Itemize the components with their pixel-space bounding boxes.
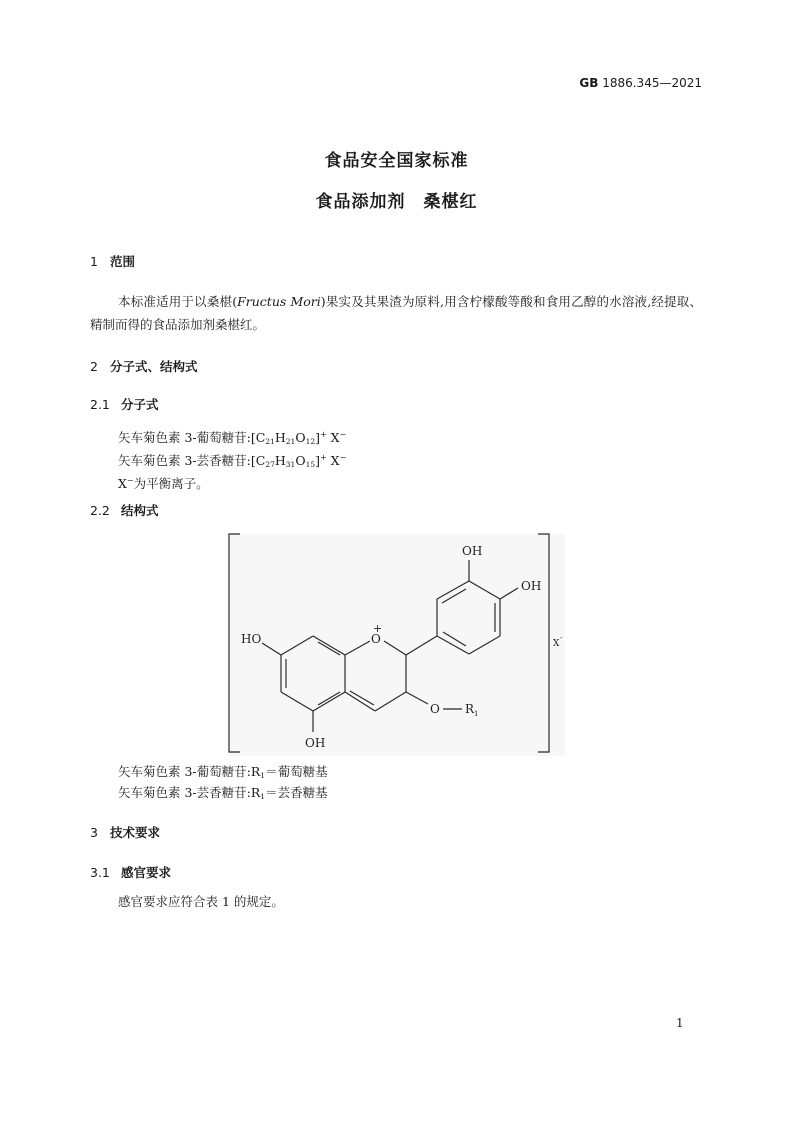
oxygen-count: 15 — [305, 460, 316, 469]
o-label: O — [295, 430, 306, 445]
ion-symbol: X — [118, 476, 127, 491]
ion-charge: − — [339, 430, 347, 439]
section-title: 结构式 — [121, 503, 159, 518]
r1-note-rutinoside — [118, 781, 328, 808]
ho-left-label: HO — [241, 632, 262, 646]
scope-text-end: )果实及其果渣为原料,用含柠檬酸等酸和食用乙醇的水溶液,经提取、精制而得的食品添加剂桑椹红。 — [90, 294, 702, 332]
section-3-heading — [90, 823, 160, 841]
note-suffix: ＝芸香糖基 — [265, 785, 328, 800]
ion: X — [326, 430, 340, 445]
formula-prefix: 矢车菊色素 3-芸香糖苷:[C — [118, 453, 266, 468]
hydrogen-count: 31 — [285, 460, 296, 469]
bracket-close: ] — [315, 453, 320, 468]
oh-top-label: OH — [462, 544, 483, 558]
counter-ion-label: X — [553, 639, 560, 649]
oh-bottom-label: OH — [305, 736, 326, 750]
figure-background — [229, 534, 565, 756]
r-subscript: 1 — [474, 710, 479, 718]
bracket-close: ] — [315, 430, 320, 445]
sensory-requirement-text: 感官要求应符合表 1 的规定。 — [118, 894, 284, 909]
document-title: 食品安全国家标准 — [324, 151, 469, 171]
page-number: 1 — [676, 1016, 684, 1030]
note-prefix: 矢车菊色素 3-葡萄糖苷:R — [118, 764, 261, 779]
counter-ion-charge: - — [560, 634, 563, 642]
h-label: H — [274, 430, 286, 445]
hydrogen-count: 21 — [285, 437, 296, 446]
section-number: 2 — [90, 359, 98, 374]
standard-code: 1886.345—2021 — [602, 76, 702, 90]
note-prefix: 矢车菊色素 3-芸香糖苷:R — [118, 785, 261, 800]
note-subscript: 1 — [260, 792, 266, 801]
note-suffix: ＝葡萄糖基 — [265, 764, 328, 779]
section-number: 1 — [90, 254, 98, 269]
section-number: 3 — [90, 825, 98, 840]
r-group-label: R — [465, 702, 475, 716]
latin-name: Fructus Mori — [237, 294, 321, 309]
section-title: 分子式、结构式 — [110, 359, 198, 374]
document-subtitle: 食品添加剂 桑椹红 — [315, 192, 478, 212]
standard-prefix: GB — [579, 76, 599, 90]
ion: X — [326, 453, 340, 468]
o-label: O — [295, 453, 306, 468]
charge: + — [320, 430, 327, 439]
counter-ion-text: 为平衡离子。 — [133, 476, 209, 491]
section-title: 分子式 — [121, 397, 159, 412]
oh-right-label: OH — [521, 579, 542, 593]
scope-text-start: 本标准适用于以桑椹( — [118, 294, 238, 309]
section-title: 范围 — [110, 254, 136, 269]
formula-prefix: 矢车菊色素 3-葡萄糖苷:[C — [118, 430, 266, 445]
ether-oxygen-label: O — [430, 702, 440, 716]
plus-charge-label: + — [373, 622, 383, 635]
ring-oxygen-label: O — [371, 632, 381, 646]
section-number: 3.1 — [90, 865, 110, 880]
oxygen-count: 12 — [305, 437, 316, 446]
section-title: 技术要求 — [110, 825, 161, 840]
note-subscript: 1 — [260, 771, 266, 780]
carbon-count: 27 — [265, 460, 275, 469]
section-number: 2.2 — [90, 503, 110, 518]
charge: + — [320, 453, 327, 462]
section-3-1-heading — [90, 863, 171, 881]
h-label: H — [274, 453, 286, 468]
carbon-count: 21 — [265, 437, 275, 446]
ion-charge: − — [339, 453, 347, 462]
ion-charge: − — [126, 476, 134, 485]
section-number: 2.1 — [90, 397, 110, 412]
section-title: 感官要求 — [121, 865, 172, 880]
